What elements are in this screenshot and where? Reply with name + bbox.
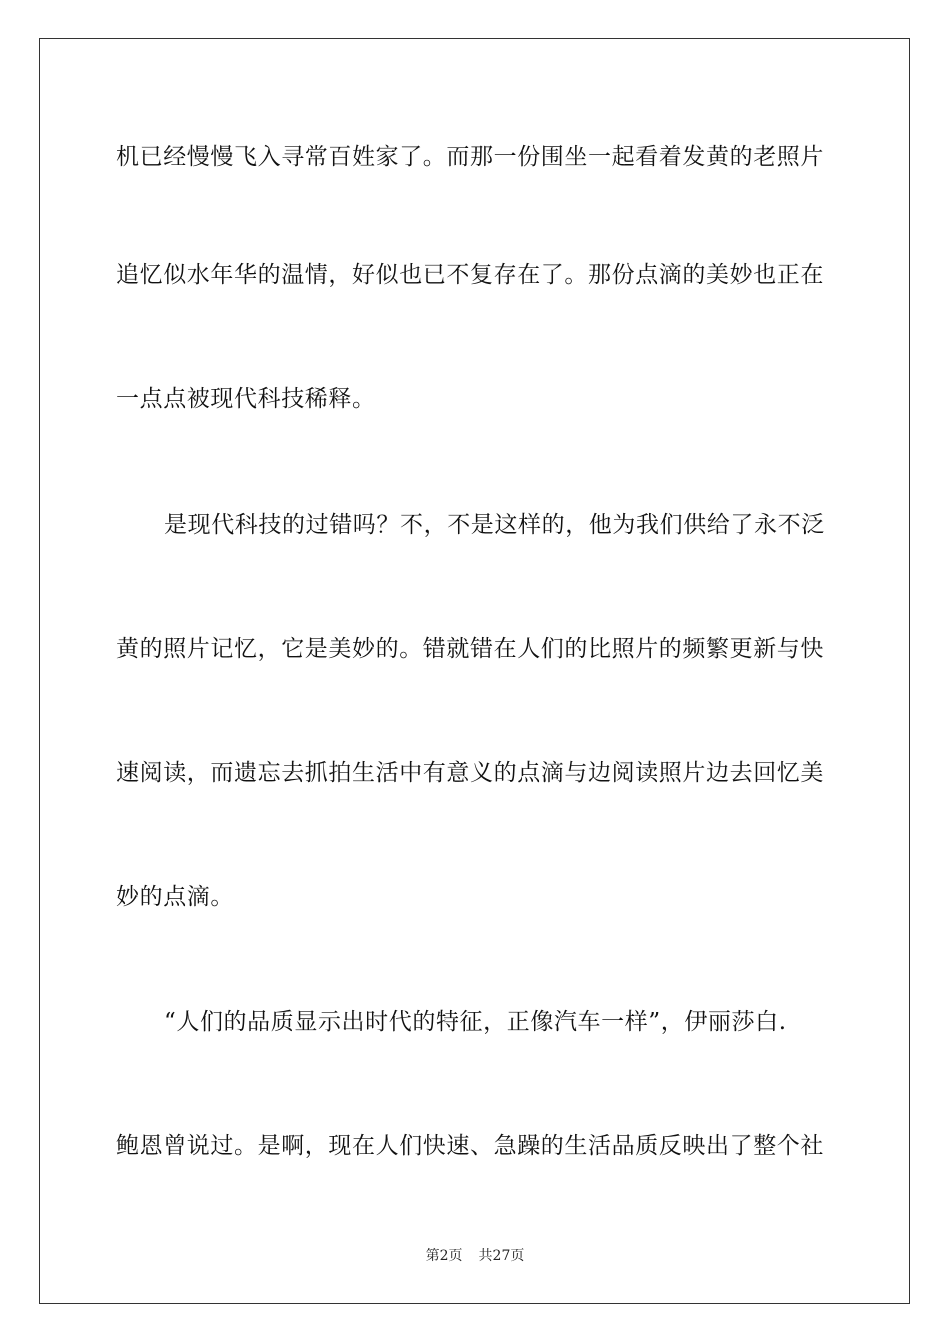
body-line-2: 追忆似水年华的温情，好似也已不复存在了。那份点滴的美妙也正在 xyxy=(116,262,824,288)
page-footer xyxy=(0,1247,950,1265)
body-line-6: 速阅读，而遗忘去抓拍生活中有意义的点滴与边阅读照片边去回忆美 xyxy=(116,760,824,786)
body-line-8: “人们的品质显示出时代的特征，正像汽车一样”，伊丽莎白. xyxy=(164,1009,787,1035)
total-pages: 共27页 xyxy=(478,1248,525,1264)
page-number: 第2页 xyxy=(425,1248,463,1264)
body-line-3: 一点点被现代科技稀释。 xyxy=(116,386,376,412)
body-line-9: 鲍恩曾说过。是啊，现在人们快速、急躁的生活品质反映出了整个社 xyxy=(116,1133,824,1159)
body-line-4: 是现代科技的过错吗？不，不是这样的，他为我们供给了永不泛 xyxy=(164,512,825,538)
body-line-1: 机已经慢慢飞入寻常百姓家了。而那一份围坐一起看着发黄的老照片 xyxy=(116,144,824,170)
body-line-5: 黄的照片记忆，它是美妙的。错就错在人们的比照片的频繁更新与快 xyxy=(116,636,824,662)
body-line-7: 妙的点滴。 xyxy=(116,884,234,910)
page-frame xyxy=(39,38,910,1304)
